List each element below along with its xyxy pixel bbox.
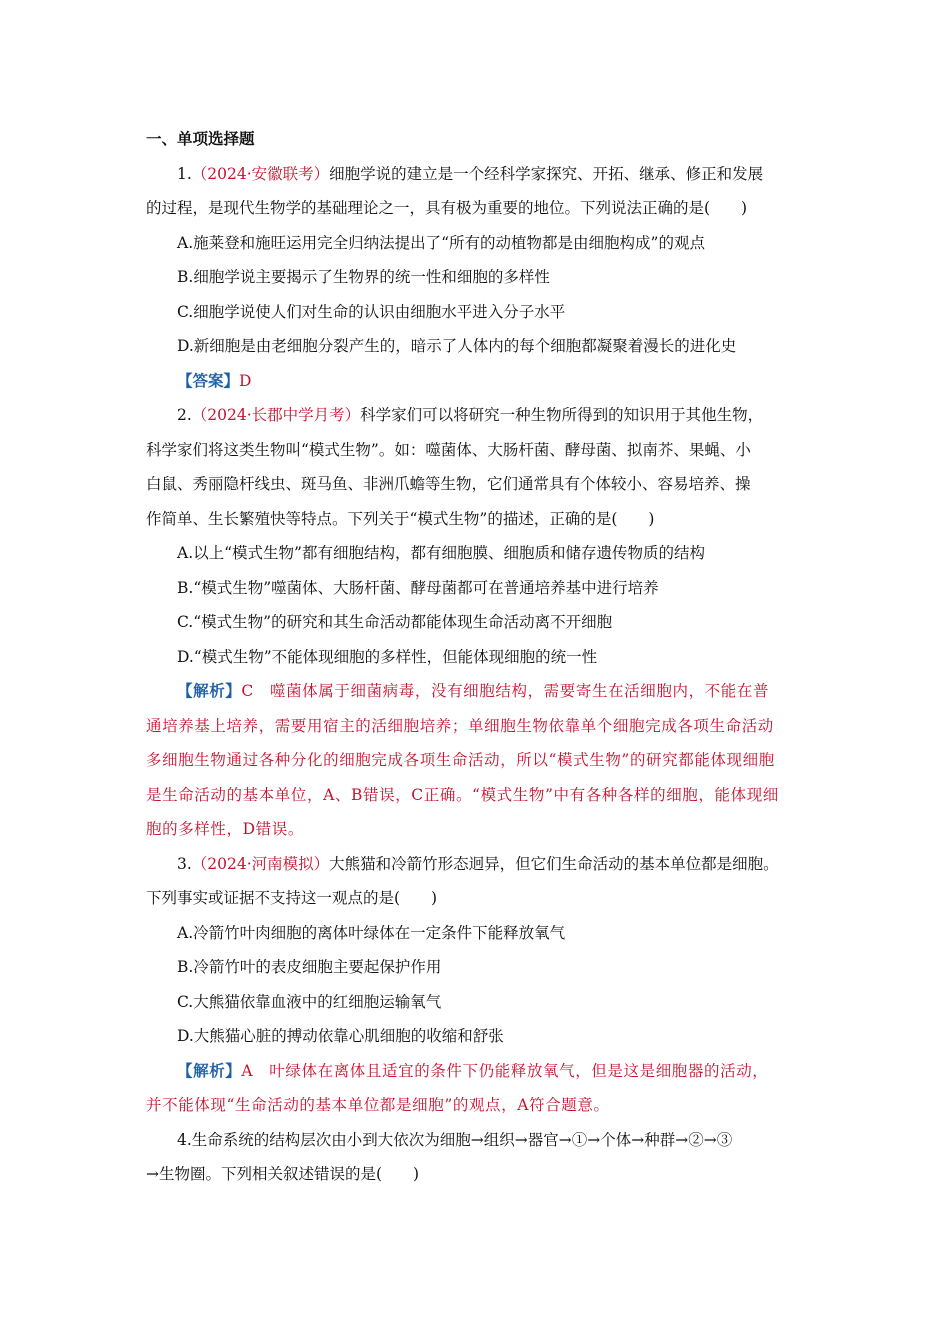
question-2-option-a: A.以上“模式生物”都有细胞结构，都有细胞膜、细胞质和储存遗传物质的结构 (177, 544, 705, 562)
question-2-option-d: D.“模式生物”不能体现细胞的多样性，但能体现细胞的统一性 (177, 647, 598, 666)
question-2-analysis-line-2: 通培养基上培养，需要用宿主的活细胞培养；单细胞生物依靠单个细胞完成各项生命活动 (146, 716, 774, 735)
question-number: 4. (177, 1130, 192, 1149)
section-title: 一、单项选择题 (146, 129, 255, 148)
question-1-option-a: A.施莱登和施旺运用完全归纳法提出了“所有的动植物都是由细胞构成”的观点 (177, 233, 705, 252)
analysis-answer: C (241, 682, 254, 700)
question-source: （2024·安徽联考） (191, 164, 330, 183)
question-3-analysis-line-2: 并不能体现“生命活动的基本单位都是细胞”的观点，A符合题意。 (146, 1096, 610, 1114)
question-2-analysis-line-3: 多细胞生物通过各种分化的细胞完成各项生命活动，所以“模式生物”的研究都能体现细胞 (146, 751, 775, 769)
question-3-stem-line-1: 3.（2024·河南模拟）大熊猫和冷箭竹形态迥异，但它们生命活动的基本单位都是细胞。 (177, 854, 779, 873)
question-2-option-b: B.“模式生物”噬菌体、大肠杆菌、酵母菌都可在普通培养基中进行培养 (177, 578, 659, 597)
question-source: （2024·长郡中学月考） (191, 406, 361, 424)
question-1-stem-line-1: 1.（2024·安徽联考）细胞学说的建立是一个经科学家探究、开拓、继承、修正和发展 (177, 164, 764, 183)
question-3-stem-line-2: 下列事实或证据不支持这一观点的是( ) (146, 889, 438, 907)
question-4-stem-line-2: →生物圈。下列相关叙述错误的是( ) (146, 1165, 420, 1183)
question-number: 3. (177, 854, 192, 873)
question-2-option-c: C.“模式生物”的研究和其生命活动都能体现生命活动离不开细胞 (177, 613, 613, 631)
question-3-option-a: A.冷箭竹叶肉细胞的离体叶绿体在一定条件下能释放氧气 (177, 923, 566, 942)
question-1-option-c: C.细胞学说使人们对生命的认识由细胞水平进入分子水平 (177, 302, 566, 321)
question-2-stem-line-2: 科学家们将这类生物叫“模式生物”。如：噬菌体、大肠杆菌、酵母菌、拟南芥、果蝇、小 (146, 440, 751, 459)
answer-value: D (239, 371, 252, 390)
question-2-stem-line-1: 2.（2024·长郡中学月考）科学家们可以将研究一种生物所得到的知识用于其他生物， (177, 406, 764, 424)
question-1-option-d: D.新细胞是由老细胞分裂产生的，暗示了人体内的每个细胞都凝聚着漫长的进化史 (177, 337, 737, 355)
question-1-option-b: B.细胞学说主要揭示了生物界的统一性和细胞的多样性 (177, 268, 550, 286)
question-2-analysis-line-1: 【解析】C 噬菌体属于细菌病毒，没有细胞结构，需要寄生在活细胞内，不能在普 (177, 681, 770, 700)
question-2-analysis-line-5: 胞的多样性，D错误。 (146, 820, 304, 838)
question-2-stem-line-3: 白鼠、秀丽隐杆线虫、斑马鱼、非洲爪蟾等生物，它们通常具有个体较小、容易培养、操 (146, 475, 751, 493)
question-3-analysis-line-1: 【解析】A 叶绿体在离体且适宜的条件下仍能释放氧气，但是这是细胞器的活动， (177, 1060, 769, 1080)
question-number: 2. (177, 406, 192, 424)
analysis-label: 【解析】 (177, 1060, 242, 1080)
analysis-label: 【解析】 (177, 681, 242, 700)
question-1-stem-line-2: 的过程，是现代生物学的基础理论之一，具有极为重要的地位。下列说法正确的是( ) (146, 199, 748, 217)
question-2-stem-line-4: 作简单、生长繁殖快等特点。下列关于“模式生物”的描述，正确的是( ) (146, 509, 655, 528)
question-4-stem-line-1: 4.生命系统的结构层次由小到大依次为细胞→组织→器官→①→个体→种群→②→③ (177, 1130, 733, 1149)
answer-label: 【答案】 (177, 370, 240, 390)
question-2-analysis-line-4: 是生命活动的基本单位，A、B错误，C正确。“模式生物”中有各种各样的细胞，能体现细 (146, 785, 779, 804)
question-3-option-c: C.大熊猫依靠血液中的红细胞运输氧气 (177, 992, 442, 1011)
question-content (146, 122, 816, 1192)
question-3-option-d: D.大熊猫心脏的搏动依靠心肌细胞的收缩和舒张 (177, 1027, 504, 1045)
question-source: （2024·河南模拟） (191, 854, 330, 873)
analysis-answer: A (241, 1061, 254, 1080)
question-3-option-b: B.冷箭竹叶的表皮细胞主要起保护作用 (177, 958, 442, 976)
question-number: 1. (177, 164, 192, 183)
question-1-answer (146, 364, 816, 399)
